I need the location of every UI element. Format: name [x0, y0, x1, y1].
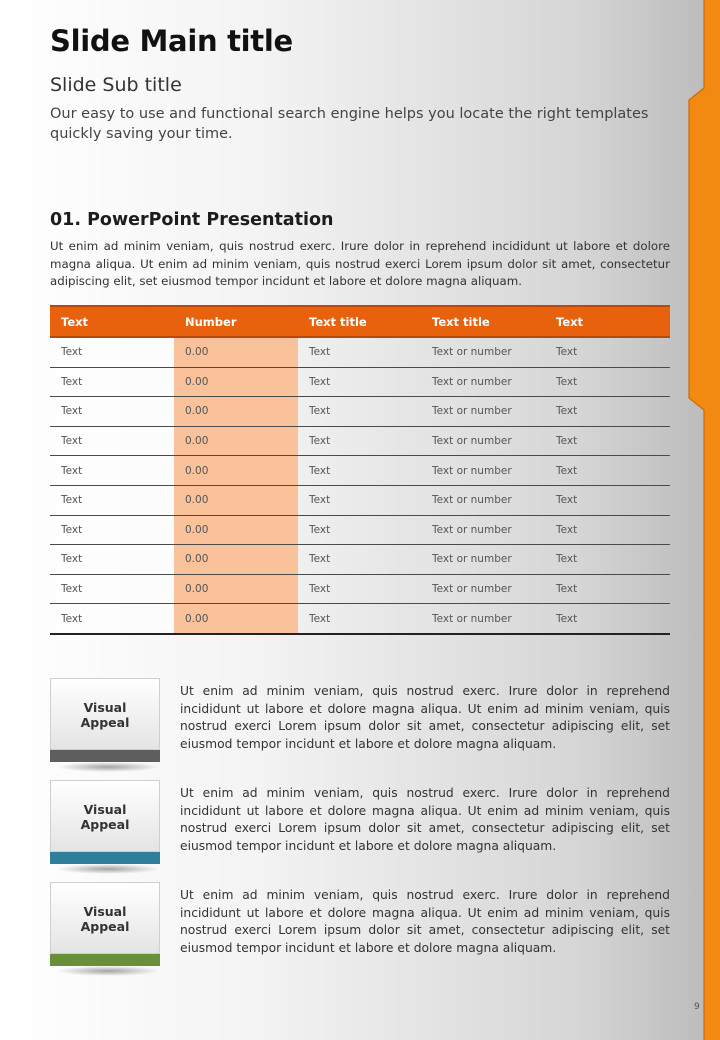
visual-appeal-card: [50, 882, 160, 966]
table-cell: 0.00: [174, 604, 298, 634]
table-cell: Text or number: [421, 515, 545, 545]
table-header-cell: Text title: [421, 306, 545, 337]
table-cell: Text: [298, 367, 421, 397]
table-cell: Text or number: [421, 456, 545, 486]
table-row: [50, 545, 670, 575]
table-row: [50, 426, 670, 456]
table-cell: Text: [545, 397, 670, 427]
card-label-line: Visual: [83, 802, 127, 817]
table-cell: 0.00: [174, 574, 298, 604]
table-cell: 0.00: [174, 515, 298, 545]
table-cell: Text: [50, 337, 174, 367]
table-cell: 0.00: [174, 337, 298, 367]
card-shadow: [56, 864, 160, 874]
table-cell: Text or number: [421, 545, 545, 575]
page-subtitle: Slide Sub title: [50, 74, 182, 96]
table-row: [50, 397, 670, 427]
table-cell: Text: [545, 545, 670, 575]
table-cell: Text: [298, 456, 421, 486]
feature-block: [50, 780, 670, 880]
table-cell: 0.00: [174, 367, 298, 397]
table-cell: Text: [298, 337, 421, 367]
table-cell: Text: [50, 485, 174, 515]
table-cell: Text: [298, 574, 421, 604]
table-cell: Text: [298, 485, 421, 515]
section-body: Ut enim ad minim veniam, quis nostrud exerc. Irure dolor in reprehend incididunt ut labore et dolore magna aliqua. Ut enim ad minim veniam, quis nostrud exerci Lorem ipsum dolor sit amet, consectetur adipiscing elit, set eiusmod tempor incidunt et labore et dolore magna aliquam.: [50, 239, 670, 288]
table-cell: Text: [298, 515, 421, 545]
card-label: [50, 904, 160, 934]
table-cell: Text: [50, 367, 174, 397]
table-cell: Text: [545, 426, 670, 456]
table-cell: Text: [50, 456, 174, 486]
card-label-line: Visual: [83, 904, 127, 919]
table-cell: Text: [50, 426, 174, 456]
table-cell: Text: [50, 574, 174, 604]
feature-text: Ut enim ad minim veniam, quis nostrud exerc. Irure dolor in reprehend incididunt ut labore et dolore magna aliqua. Ut enim ad minim veniam, quis nostrud exerci Lorem ipsum dolor sit amet, consectetur adipiscing elit, set eiusmod tempor incidunt et labore et dolore magna aliquam.: [180, 684, 670, 751]
table-row: [50, 604, 670, 634]
feature-text: Ut enim ad minim veniam, quis nostrud exerc. Irure dolor in reprehend incididunt ut labore et dolore magna aliqua. Ut enim ad minim veniam, quis nostrud exerci Lorem ipsum dolor sit amet, consectetur adipiscing elit, set eiusmod tempor incidunt et labore et dolore magna aliquam.: [180, 786, 670, 853]
table-row: [50, 367, 670, 397]
visual-appeal-card: [50, 678, 160, 762]
table-cell: Text or number: [421, 604, 545, 634]
table-header-cell: Text: [545, 306, 670, 337]
card-shadow: [56, 762, 160, 772]
table-cell: Text: [50, 515, 174, 545]
orange-side-tab: [688, 0, 720, 1040]
table-cell: Text: [298, 426, 421, 456]
card-label-line: Appeal: [80, 919, 130, 934]
page-title: Slide Main title: [50, 24, 293, 58]
table-cell: Text: [545, 515, 670, 545]
visual-appeal-card: [50, 780, 160, 864]
table-row: [50, 485, 670, 515]
table-cell: Text or number: [421, 367, 545, 397]
card-label-line: Appeal: [80, 715, 130, 730]
feature-block: [50, 678, 670, 778]
page-number: 9: [694, 1002, 700, 1012]
table-cell: 0.00: [174, 426, 298, 456]
table-cell: Text: [298, 397, 421, 427]
card-shadow: [56, 966, 160, 976]
table-cell: Text: [298, 545, 421, 575]
section-title: 01. PowerPoint Presentation: [50, 210, 334, 230]
table-cell: Text or number: [421, 426, 545, 456]
table-cell: Text: [545, 456, 670, 486]
table-cell: 0.00: [174, 485, 298, 515]
table-cell: Text or number: [421, 574, 545, 604]
table-header-cell: Number: [174, 306, 298, 337]
table-cell: Text: [545, 604, 670, 634]
card-label: [50, 700, 160, 730]
table-header-cell: Text title: [298, 306, 421, 337]
feature-block: [50, 882, 670, 982]
table-cell: Text: [545, 574, 670, 604]
table-cell: Text or number: [421, 485, 545, 515]
table-cell: Text: [545, 337, 670, 367]
table-cell: 0.00: [174, 397, 298, 427]
intro-text: Our easy to use and functional search engine helps you locate the right templates quickly saving your time.: [50, 106, 649, 142]
card-label-line: Appeal: [80, 817, 130, 832]
table-row: [50, 574, 670, 604]
table-cell: Text: [545, 485, 670, 515]
table-row: [50, 337, 670, 367]
card-label: [50, 802, 160, 832]
table-cell: Text or number: [421, 397, 545, 427]
table-cell: Text: [298, 604, 421, 634]
table-cell: Text or number: [421, 337, 545, 367]
feature-text: Ut enim ad minim veniam, quis nostrud exerc. Irure dolor in reprehend incididunt ut labore et dolore magna aliqua. Ut enim ad minim veniam, quis nostrud exerci Lorem ipsum dolor sit amet, consectetur adipiscing elit, set eiusmod tempor incidunt et labore et dolore magna aliquam.: [180, 888, 670, 955]
table-cell: Text: [545, 367, 670, 397]
table-cell: 0.00: [174, 456, 298, 486]
table-cell: Text: [50, 604, 174, 634]
table-row: [50, 456, 670, 486]
table-cell: 0.00: [174, 545, 298, 575]
table-header-row: [50, 306, 670, 337]
data-table: [50, 305, 670, 635]
card-label-line: Visual: [83, 700, 127, 715]
table-cell: Text: [50, 397, 174, 427]
table-header-cell: Text: [50, 306, 174, 337]
table-row: [50, 515, 670, 545]
table-cell: Text: [50, 545, 174, 575]
